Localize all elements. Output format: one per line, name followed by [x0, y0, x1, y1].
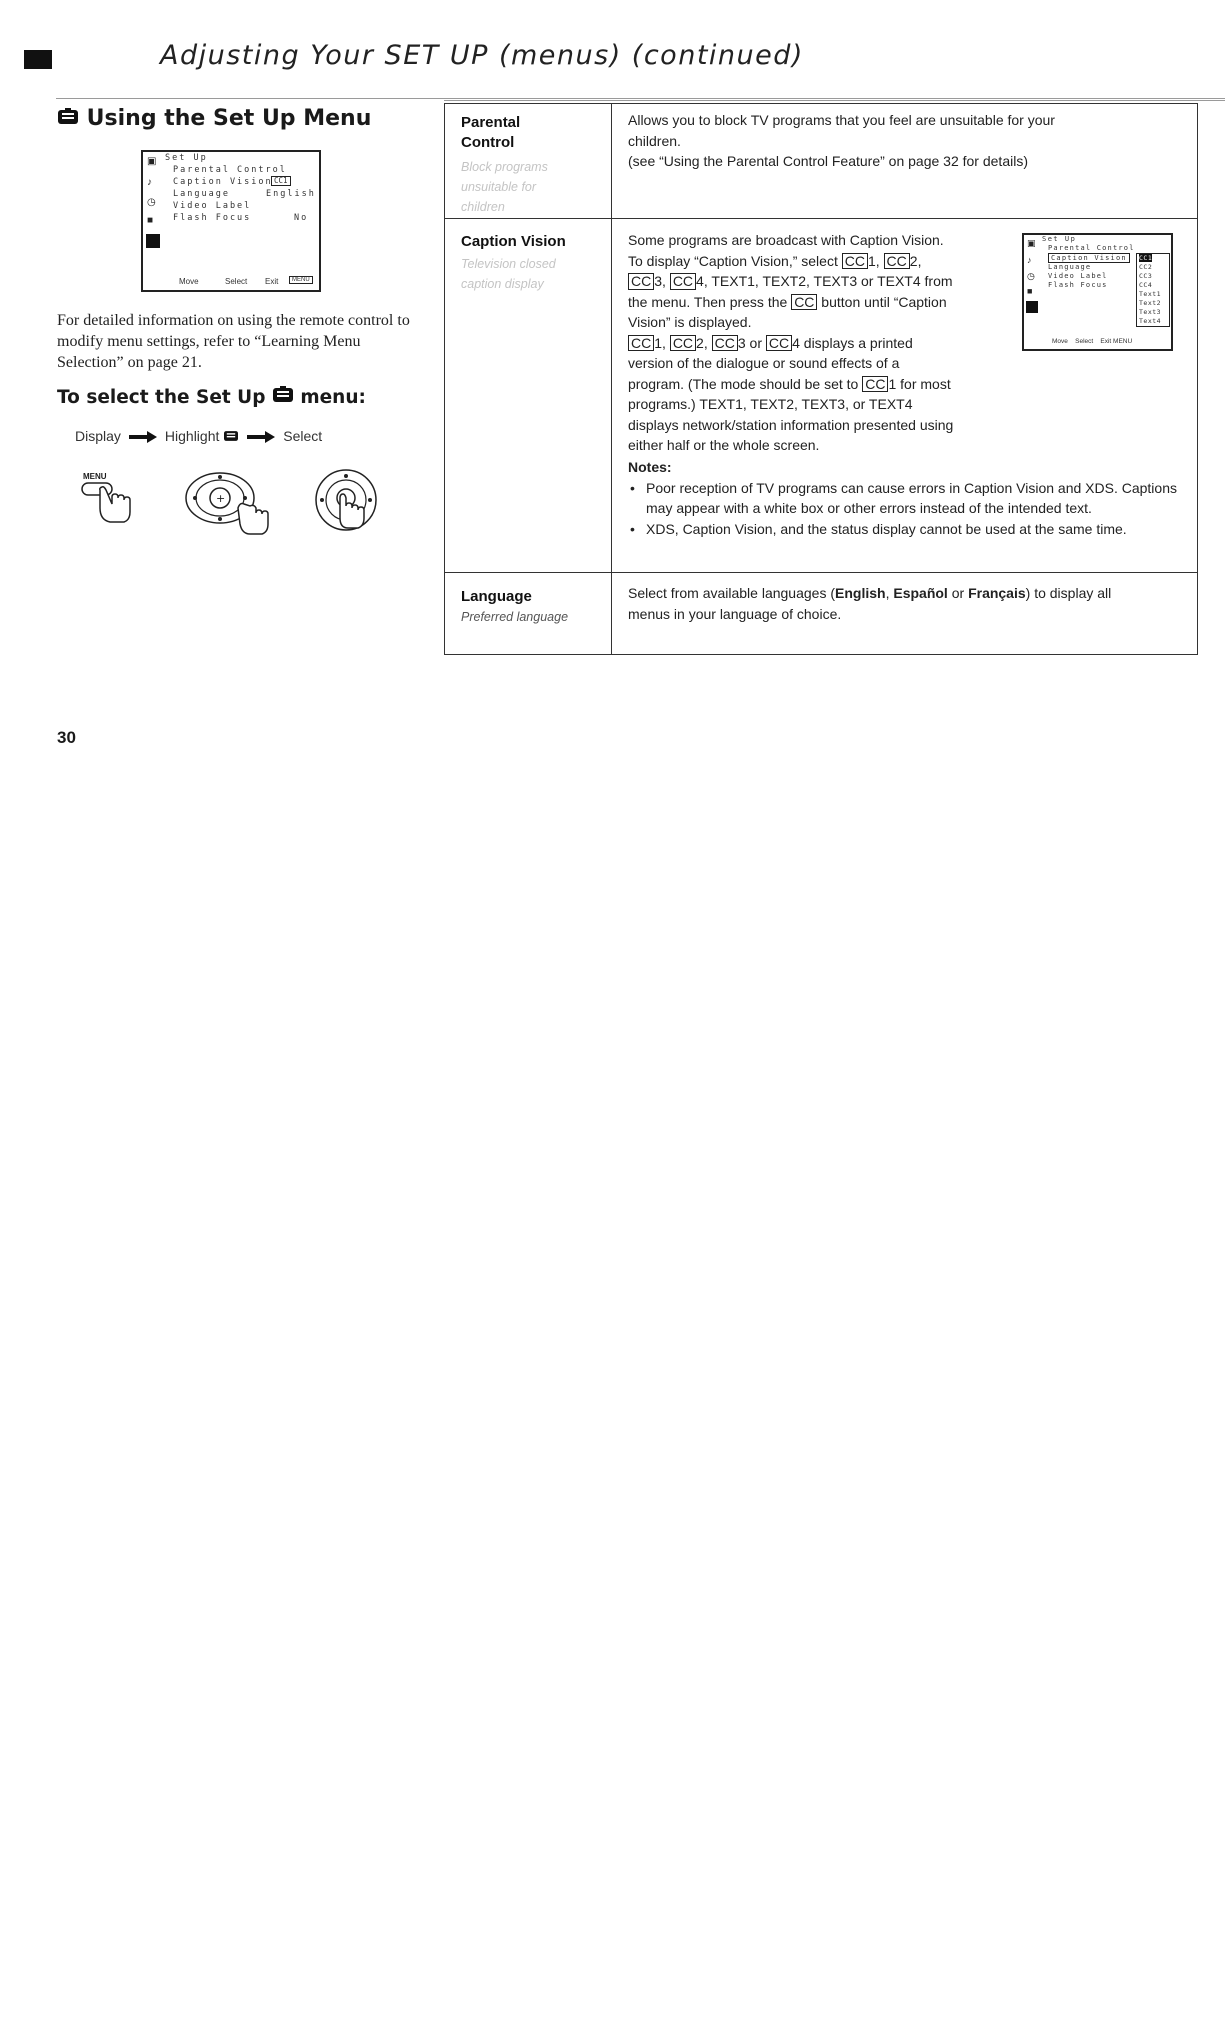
cc-button-icon: CC: [862, 376, 888, 393]
joystick-press-icon: [310, 468, 385, 538]
cc-button-icon: CC: [884, 253, 910, 270]
caption-vision-heading: Caption Vision: [461, 233, 566, 250]
language-description: Select from available languages (English, Español or Français) to display all menus in your language of choice.: [628, 585, 1112, 622]
caption-vision-menu-screen: [1022, 233, 1173, 351]
parental-control-description: Allows you to block TV programs that you feel are unsuitable for your children. (see “Using the Parental Control Feature” on page 32 for details): [628, 112, 1055, 169]
step-display: Display: [75, 428, 121, 444]
language-option-espanol: Español: [893, 585, 948, 601]
caption-options-list: [1136, 253, 1170, 327]
caption-option: Text4: [1139, 317, 1162, 325]
language-subtitle: Preferred language: [461, 610, 569, 624]
audio-icon: ♪: [1027, 255, 1032, 265]
svg-text:+: +: [216, 492, 226, 505]
screen-footer-exit: Exit: [265, 277, 279, 286]
language-option-francais: Français: [968, 585, 1026, 601]
cc-button-icon: CC: [628, 335, 654, 352]
cc-button-icon: CC: [670, 273, 696, 290]
screen-row-label: Language: [173, 189, 230, 199]
screen-footer: Move Select Exit MENU: [1052, 338, 1133, 345]
screen-row-label: Parental Control: [1048, 244, 1135, 252]
hand-press-icon: [80, 478, 170, 538]
caption-option: CC4: [1139, 281, 1153, 289]
joystick-highlight-illustration: [180, 468, 280, 538]
joystick-select-illustration: [310, 468, 385, 538]
arrow-icon: [247, 432, 275, 442]
menu-button-illustration: [80, 470, 170, 530]
parental-control-subtitle: Block programs unsuitable for children: [461, 160, 548, 214]
notes-label: Notes:: [628, 459, 672, 475]
menu-button-label: MENU: [83, 472, 107, 481]
caption-option: Text1: [1139, 290, 1162, 298]
caption-option: CC3: [1139, 272, 1153, 280]
header-rule: [56, 98, 1225, 99]
header-marker: [24, 50, 52, 69]
select-menu-heading: To select the Set Up menu:: [57, 387, 366, 408]
screen-row-label: Flash Focus: [1048, 281, 1108, 289]
audio-icon: ♪: [147, 177, 152, 188]
screen-row-label-selected: Caption Vision: [1048, 253, 1130, 263]
screen-row-label: Caption Vision: [173, 177, 273, 187]
parental-control-heading: Parental Control: [461, 114, 521, 151]
arrow-icon: [129, 432, 157, 442]
step-select: Select: [283, 428, 323, 444]
table-row-divider: [444, 572, 1198, 573]
caption-option: CC2: [1139, 263, 1153, 271]
screen-title: Set Up: [1042, 235, 1077, 243]
setup-menu-icon: [57, 107, 79, 127]
timer-icon: ◷: [147, 197, 156, 208]
setup-tab-icon: [146, 234, 160, 248]
screen-row-label: Parental Control: [173, 165, 287, 175]
caption-option: Text2: [1139, 299, 1162, 307]
note-item: • XDS, Caption Vision, and the status display cannot be used at the same time.: [628, 519, 1193, 540]
tv-icon: ▣: [1027, 238, 1036, 248]
selection-steps: [75, 428, 322, 444]
screen-footer-menu: MENU: [289, 276, 313, 284]
cc-button-icon: CC: [628, 273, 654, 290]
instruction-paragraph: For detailed information on using the remote control to modify menu settings, refer to “Learning Menu Selection” on page 21.: [57, 312, 410, 371]
step-highlight: Highlight: [164, 428, 220, 444]
caption-vision-description: Some programs are broadcast with Caption Vision. To display “Caption Vision,” select CC 1, CC 2, CC 3, CC 4, TEXT1, TEXT2, TEXT3 or TEXT4 from the menu. Then press the CC button until “Caption Vision” is displayed. CC 1, CC 2, CC 3 or CC 4 displays a printed version of the dialogue or sound effects of a program. (The mode should be set to CC 1 for most programs.) TEXT1, TEXT2, TEXT3, or TEXT4 displays network/station information presented using either half or the whole screen.: [628, 232, 954, 453]
page-title: Adjusting Your SET UP (menus) (continued): [160, 40, 804, 71]
language-heading: Language: [461, 588, 532, 605]
screen-title: Set Up: [165, 153, 208, 163]
channel-icon: ■: [1027, 286, 1033, 296]
channel-icon: ■: [147, 215, 154, 226]
tv-icon: ▣: [147, 156, 157, 167]
cc-button-icon: CC: [766, 335, 792, 352]
note-item: • Poor reception of TV programs can cause errors in Caption Vision and XDS. Captions may appear with a white box or other errors instead of the intended text.: [628, 478, 1193, 519]
screen-footer-move: Move: [179, 277, 199, 286]
setup-menu-icon: [223, 429, 239, 443]
cc-button-icon: CC: [842, 253, 868, 270]
section-title: Using the Set Up Menu: [57, 106, 371, 131]
joystick-icon: [180, 468, 280, 538]
setup-menu-icon: [272, 385, 294, 405]
page-number: 30: [57, 728, 76, 747]
language-option-english: English: [835, 585, 886, 601]
caption-vision-notes: [628, 457, 1193, 539]
screen-row-label: Flash Focus: [173, 213, 252, 223]
setup-tab-icon: [1026, 301, 1038, 313]
screen-row-value: No: [294, 213, 309, 223]
table-row-divider: [444, 218, 1198, 219]
setup-menu-screen: [141, 150, 321, 292]
cc-button-icon: CC: [670, 335, 696, 352]
screen-row-label: Video Label: [173, 201, 252, 211]
caption-option: Text3: [1139, 308, 1162, 316]
screen-row-label: Language: [1048, 263, 1092, 271]
screen-row-value: English: [266, 189, 316, 199]
cc-button-icon: CC: [712, 335, 738, 352]
screen-footer-select: Select: [225, 277, 248, 286]
cc-button-icon: CC: [791, 294, 817, 311]
timer-icon: ◷: [1027, 271, 1035, 281]
caption-vision-subtitle: Television closed caption display: [461, 257, 556, 291]
screen-row-value: CC1: [271, 176, 291, 186]
table-top-rule: [444, 100, 1225, 101]
caption-option: CC1: [1139, 254, 1153, 262]
screen-row-label: Video Label: [1048, 272, 1108, 280]
